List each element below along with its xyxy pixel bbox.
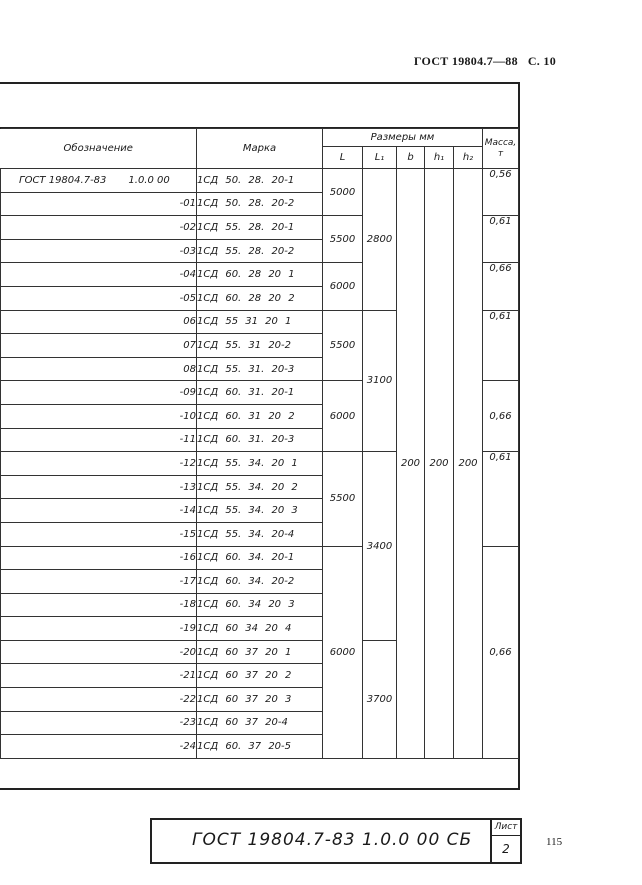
mark-cell: 1СД 60. 28 20 2 <box>197 286 323 310</box>
designation-code: 1.0.0 00 <box>128 174 170 186</box>
designation-cell: -18 <box>1 593 197 617</box>
designation-cell: -21 <box>1 664 197 688</box>
mass-cell: 0,66 <box>483 546 519 758</box>
mark-cell: 1СД 50. 28. 20-1 <box>197 169 323 193</box>
designation-cell: 06 <box>1 310 197 334</box>
designation-cell: -13 <box>1 475 197 499</box>
designation-cell: -17 <box>1 570 197 594</box>
L-header: L <box>323 147 363 169</box>
b-cell: 200 <box>397 169 425 759</box>
mark-cell: 1СД 60 37 20-4 <box>197 711 323 735</box>
sheet-number: 2 <box>502 842 510 856</box>
L-cell: 5500 <box>323 452 363 546</box>
mark-cell: 1СД 55. 31. 20-3 <box>197 357 323 381</box>
mark-cell: 1СД 60. 34 20 3 <box>197 593 323 617</box>
mark-cell: 1СД 60. 31. 20-1 <box>197 381 323 405</box>
L-cell: 5000 <box>323 169 363 216</box>
L1-cell: 2800 <box>363 169 397 311</box>
mass-header: Масса, т <box>483 129 519 169</box>
designation-cell: -03 <box>1 239 197 263</box>
mark-cell: 1СД 60 34 20 4 <box>197 617 323 641</box>
title-block <box>150 818 520 864</box>
mark-cell: 1СД 55. 34. 20 3 <box>197 499 323 523</box>
designation-cell: -05 <box>1 286 197 310</box>
mark-cell: 1СД 55. 28. 20-2 <box>197 239 323 263</box>
L1-header: L₁ <box>363 147 397 169</box>
mark-cell: 1СД 50. 28. 20-2 <box>197 192 323 216</box>
designation-cell: -12 <box>1 452 197 476</box>
L1-cell: 3100 <box>363 310 397 452</box>
page-number: 115 <box>546 836 563 848</box>
designation-cell: -14 <box>1 499 197 523</box>
table-row <box>1 169 519 193</box>
standard-number: ГОСТ 19804.7—88 <box>413 54 518 68</box>
L-cell: 6000 <box>323 381 363 452</box>
designation-cell: ГОСТ 19804.7-83 1.0.0 00 <box>1 169 197 193</box>
L-cell: 6000 <box>323 263 363 310</box>
designation-cell: 08 <box>1 357 197 381</box>
mark-cell: 1СД 60 37 20 1 <box>197 640 323 664</box>
h1-header: h₁ <box>425 147 454 169</box>
mark-cell: 1СД 60. 34. 20-2 <box>197 570 323 594</box>
mass-cell: 0,66 <box>483 263 519 310</box>
designation-cell: -15 <box>1 522 197 546</box>
mark-cell: 1СД 60 37 20 3 <box>197 688 323 712</box>
page-header <box>414 54 556 69</box>
designation-cell: -10 <box>1 404 197 428</box>
designation-cell: -01 <box>1 192 197 216</box>
mark-cell: 1СД 55. 34. 20-4 <box>197 522 323 546</box>
mark-header: Марка <box>197 129 323 169</box>
mark-cell: 1СД 60 37 20 2 <box>197 664 323 688</box>
specification-table <box>0 128 519 759</box>
h2-header: h₂ <box>454 147 483 169</box>
mark-cell: 1СД 55. 34. 20 1 <box>197 452 323 476</box>
h1-cell: 200 <box>425 169 454 759</box>
mark-cell: 1СД 60. 28 20 1 <box>197 263 323 287</box>
mass-cell: 0,61 <box>483 216 519 263</box>
mass-cell: 0,61 <box>483 452 519 546</box>
mark-cell: 1СД 60. 34. 20-1 <box>197 546 323 570</box>
document-code: ГОСТ 19804.7-83 1.0.0 00 СБ <box>192 830 473 850</box>
designation-cell: -24 <box>1 735 197 759</box>
mark-cell: 1СД 60. 31. 20-3 <box>197 428 323 452</box>
mass-cell: 0,56 <box>483 169 519 216</box>
designation-cell: -20 <box>1 640 197 664</box>
sheet-label: Лист <box>492 820 520 836</box>
mass-cell: 0,66 <box>483 381 519 452</box>
L1-cell: 3400 <box>363 452 397 641</box>
designation-cell: -11 <box>1 428 197 452</box>
mark-cell: 1СД 55. 31 20-2 <box>197 334 323 358</box>
sheet-box <box>490 818 522 864</box>
dimensions-header: Размеры мм <box>323 129 483 147</box>
L-cell: 6000 <box>323 546 363 758</box>
designation-cell: -09 <box>1 381 197 405</box>
designation-cell: -22 <box>1 688 197 712</box>
mark-cell: 1СД 55 31 20 1 <box>197 310 323 334</box>
L1-cell: 3700 <box>363 640 397 758</box>
mark-cell: 1СД 55. 34. 20 2 <box>197 475 323 499</box>
designation-cell: -19 <box>1 617 197 641</box>
mass-cell: 0,61 <box>483 310 519 381</box>
L-cell: 5500 <box>323 310 363 381</box>
mark-cell: 1СД 60. 37 20-5 <box>197 735 323 759</box>
designation-cell: -16 <box>1 546 197 570</box>
designation-cell: -23 <box>1 711 197 735</box>
mark-cell: 1СД 55. 28. 20-1 <box>197 216 323 240</box>
h2-cell: 200 <box>454 169 483 759</box>
designation-cell: 07 <box>1 334 197 358</box>
designation-cell: -04 <box>1 263 197 287</box>
page-ref: С. 10 <box>527 54 556 68</box>
mark-cell: 1СД 60. 31 20 2 <box>197 404 323 428</box>
L-cell: 5500 <box>323 216 363 263</box>
designation-cell: -02 <box>1 216 197 240</box>
b-header: b <box>397 147 425 169</box>
designation-header: Обозначение <box>1 129 197 169</box>
